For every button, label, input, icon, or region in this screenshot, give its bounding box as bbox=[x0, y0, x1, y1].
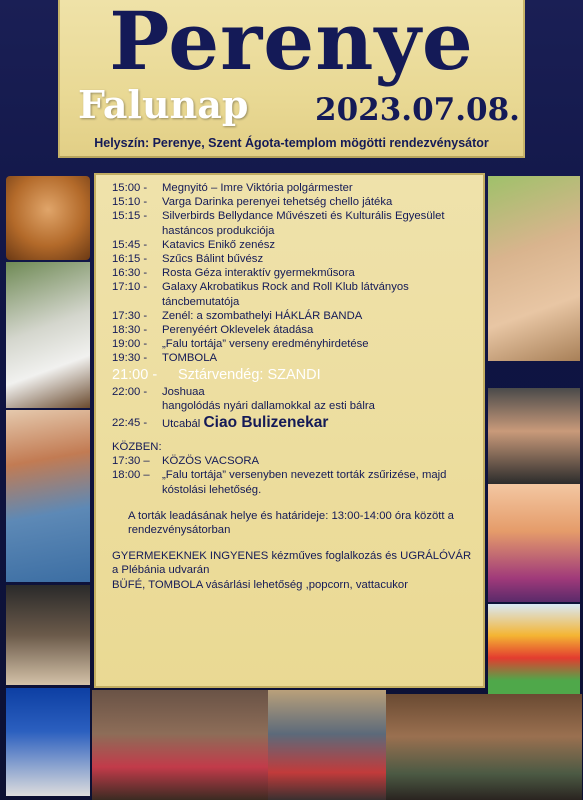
street-ball-label: Utcabál bbox=[162, 418, 201, 431]
program-row: 15:15 - Silverbirds Bellydance Művészeti és Kulturális Egyesület hastáncos produkciója bbox=[112, 210, 445, 237]
page-title: Perenye bbox=[109, 0, 474, 88]
cake-delivery-note: A torták leadásának helye és határideje: 13:00-14:00 óra között a rendezvénysátorban bbox=[128, 509, 454, 537]
star-guest-photo bbox=[488, 388, 580, 484]
buffet-note: BÜFÉ, TOMBOLA vásárlási lehetőség ,popcorn, vattacukor bbox=[112, 578, 408, 591]
kids-activities-note: GYERMEKEKNEK INGYENES kézműves foglalkozás és UGRÁLÓVÁR a Plébánia udvarán bbox=[112, 550, 472, 577]
program-row: 17:30 - Zenél: a szombathelyi HÁKLÁR BANDA bbox=[112, 309, 363, 322]
program-row: 16:30 - Rosta Géza interaktív gyermekműsora bbox=[112, 267, 355, 280]
street-band-photo bbox=[386, 694, 582, 800]
singer-photo bbox=[6, 410, 90, 582]
guitarist-photo bbox=[6, 262, 90, 408]
event-date: 2023.07.08. bbox=[315, 92, 520, 128]
program-row: hangolódás nyári dallamokkal az esti bálra bbox=[162, 399, 375, 412]
event-subtitle: Falunap bbox=[78, 82, 249, 127]
header-banner bbox=[58, 0, 525, 158]
program-row: 17:10 - Galaxy Akrobatikus Rock and Roll Klub látványos táncbemutatója bbox=[112, 281, 409, 308]
program-panel bbox=[94, 173, 485, 688]
program-row: 15:00 - Megnyitó – Imre Viktória polgármester bbox=[112, 182, 353, 194]
dance-group-photo bbox=[92, 690, 268, 800]
cake-photo bbox=[6, 176, 90, 260]
program-row: 16:15 - Szűcs Bálint bűvész bbox=[112, 253, 264, 266]
street-ball-row: 22:45 - Utcabál Ciao Bulizenekar bbox=[112, 414, 329, 432]
meanwhile-heading: KÖZBEN: bbox=[112, 441, 162, 454]
bouncy-castle-photo bbox=[488, 604, 580, 694]
program-row: 19:30 - TOMBOLA bbox=[112, 352, 218, 365]
performers-photo bbox=[268, 690, 386, 800]
program-row: 15:45 - Katavics Enikő zenész bbox=[112, 238, 276, 251]
child-facepaint-photo bbox=[488, 176, 580, 361]
bellydancers-photo bbox=[488, 484, 580, 602]
program-row: 15:10 - Varga Darinka perenyei tehetség chello játéka bbox=[112, 196, 393, 209]
meanwhile-row: 18:00 – „Falu tortája” versenyben nevezett torták zsűrizése, majd kóstolási lehetőség. bbox=[112, 469, 447, 496]
band-name: Ciao Bulizenekar bbox=[203, 414, 329, 432]
program-row: 19:00 - „Falu tortája” verseny eredményhirdetése bbox=[112, 338, 369, 351]
program-row: 22:00 - Joshuaa bbox=[112, 385, 205, 398]
program-row: 18:30 - Perenyéért Oklevelek átadása bbox=[112, 324, 314, 337]
meanwhile-row: 17:30 – KÖZÖS VACSORA bbox=[112, 455, 260, 468]
musician-photo bbox=[6, 688, 90, 796]
headliner-row: 21:00 - Sztárvendég: SZANDI bbox=[112, 366, 321, 383]
event-venue: Helyszín: Perenye, Szent Ágota-templom mögötti rendezvénysátor bbox=[94, 136, 489, 150]
band-photo bbox=[6, 585, 90, 685]
